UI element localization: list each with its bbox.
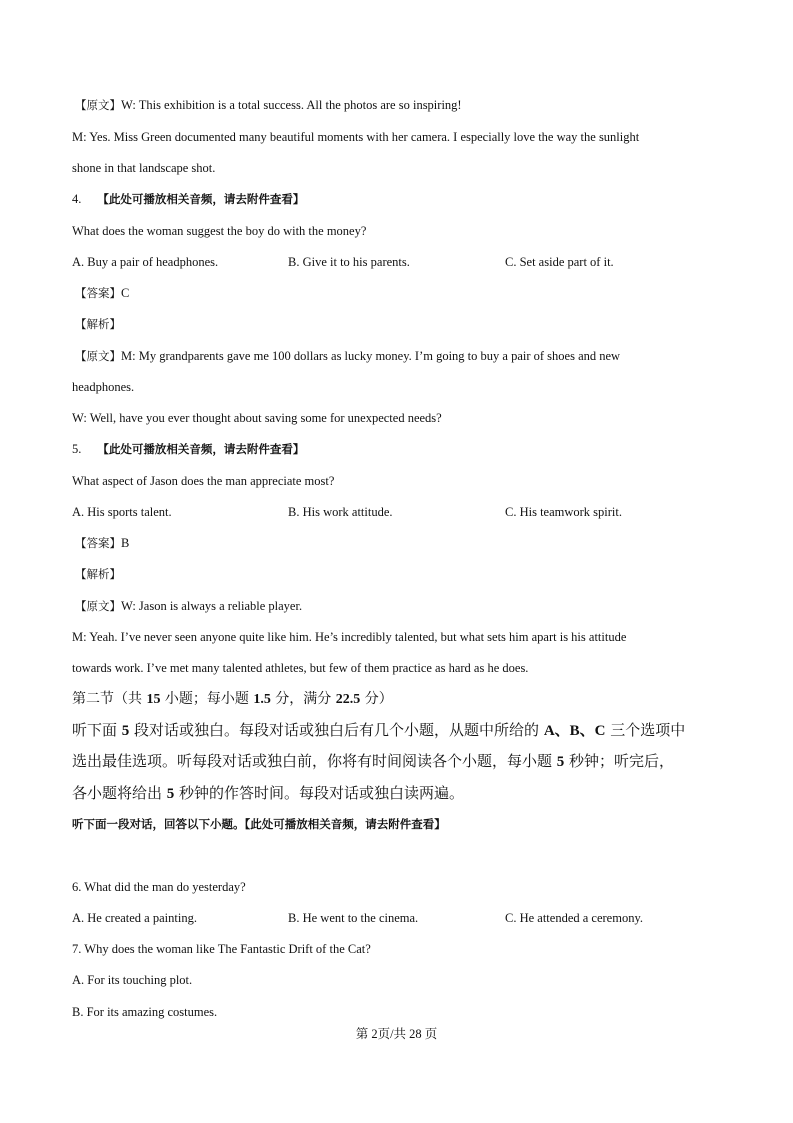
q6-option-a: A. He created a painting. (72, 911, 197, 925)
q4-transcript-line-3: W: Well, have you ever thought about saving some for unexpected needs? (72, 411, 442, 425)
transcript-text: M: My grandparents gave me 100 dollars as lucky money. I’m going to buy a pair of shoes and new (121, 349, 621, 363)
analysis-label: 【解析】 (75, 567, 121, 581)
audio-note: 【此处可播放相关音频，请去附件查看】 (97, 442, 305, 456)
heading-text: 第二节（共 (72, 691, 147, 707)
q7-question: 7. Why does the woman like The Fantastic Drift of the Cat? (72, 942, 371, 956)
heading-number: 22.5 (335, 692, 361, 707)
section2-instruction-line-2 (72, 751, 674, 772)
q4-option-b: B. Give it to his parents. (288, 255, 410, 269)
page-number: 第 2页/共 28 页 (355, 1027, 438, 1041)
q7-option-a: A. For its touching plot. (72, 973, 193, 987)
question-number: 4. (72, 192, 82, 206)
question-number: 5. (72, 442, 82, 456)
answer-label: 【答案】 (75, 286, 121, 300)
q4-transcript-line-1 (75, 347, 620, 365)
q7-option-b: B. For its amazing costumes. (72, 1005, 218, 1019)
q3-transcript-line-3: shone in that landscape shot. (72, 161, 216, 175)
q5-option-b: B. His work attitude. (288, 505, 393, 519)
q3-transcript-line-2: M: Yes. Miss Green documented many beautiful moments with her camera. I especially love the way the sunlight (72, 130, 640, 144)
heading-number: 1.5 (253, 692, 271, 707)
instruction-text: 各小题将给出 (72, 784, 167, 802)
instruction-text: 秒钟；听完后， (564, 752, 675, 770)
instruction-text: 三个选项中 (605, 721, 686, 739)
transcript-label: 【原文】 (75, 599, 121, 613)
q5-header (72, 440, 304, 458)
section2-heading (72, 689, 393, 710)
q3-transcript-line-1 (75, 96, 462, 114)
q5-transcript-line-3: towards work. I’ve met many talented athletes, but few of them practice as hard as he does. (72, 661, 529, 675)
q4-transcript-line-2: headphones. (72, 380, 135, 394)
instruction-number: 5 (166, 786, 175, 802)
q6-option-c: C. He attended a ceremony. (505, 911, 644, 925)
instruction-text: 秒钟的作答时间。每段对话或独白读两遍。 (174, 784, 465, 802)
q6-option-b: B. He went to the cinema. (288, 911, 419, 925)
q4-option-a: A. Buy a pair of headphones. (72, 255, 219, 269)
transcript-label: 【原文】 (75, 349, 121, 363)
q5-question: What aspect of Jason does the man appreciate most? (72, 474, 335, 488)
instruction-number: 5 (121, 723, 130, 739)
heading-text: 分） (360, 691, 393, 707)
section2-instruction-line-1 (72, 720, 685, 741)
q5-option-a: A. His sports talent. (72, 505, 172, 519)
q5-transcript-line-1 (75, 597, 302, 615)
transcript-text: W: Jason is always a reliable player. (121, 599, 303, 613)
heading-text: 分，满分 (270, 691, 336, 707)
instruction-options: A、B、C (543, 723, 606, 739)
q6-question: 6. What did the man do yesterday? (72, 880, 246, 894)
q4-answer (75, 284, 129, 302)
section2-listen-note: 听下面一段对话，回答以下小题。【此处可播放相关音频，请去附件查看】 (72, 817, 446, 831)
instruction-text: 选出最佳选项。听每段对话或独白前，你将有时间阅读各个小题，每小题 (72, 752, 557, 770)
answer-label: 【答案】 (75, 536, 121, 550)
answer-value: C (121, 286, 130, 300)
q4-header (72, 190, 304, 208)
q5-transcript-line-2: M: Yeah. I’ve never seen anyone quite like him. He’s incredibly talented, but what sets him apart is his attitude (72, 630, 627, 644)
analysis-label: 【解析】 (75, 317, 121, 331)
q4-question: What does the woman suggest the boy do with the money? (72, 224, 367, 238)
audio-note: 【此处可播放相关音频，请去附件查看】 (97, 192, 305, 206)
section2-instruction-line-3 (72, 783, 464, 804)
heading-text: 小题；每小题 (160, 691, 254, 707)
q4-analysis (75, 315, 121, 333)
q5-analysis (75, 565, 121, 583)
transcript-text: W: This exhibition is a total success. All the photos are so inspiring! (121, 98, 462, 112)
transcript-label: 【原文】 (75, 98, 121, 112)
instruction-number: 5 (556, 754, 565, 770)
q4-option-c: C. Set aside part of it. (505, 255, 614, 269)
heading-number: 15 (146, 692, 161, 707)
instruction-text: 段对话或独白。每段对话或独白后有几个小题，从题中所给的 (129, 721, 544, 739)
q5-answer (75, 534, 129, 552)
answer-value: B (121, 536, 130, 550)
instruction-text: 听下面 (72, 721, 122, 739)
q5-option-c: C. His teamwork spirit. (505, 505, 623, 519)
